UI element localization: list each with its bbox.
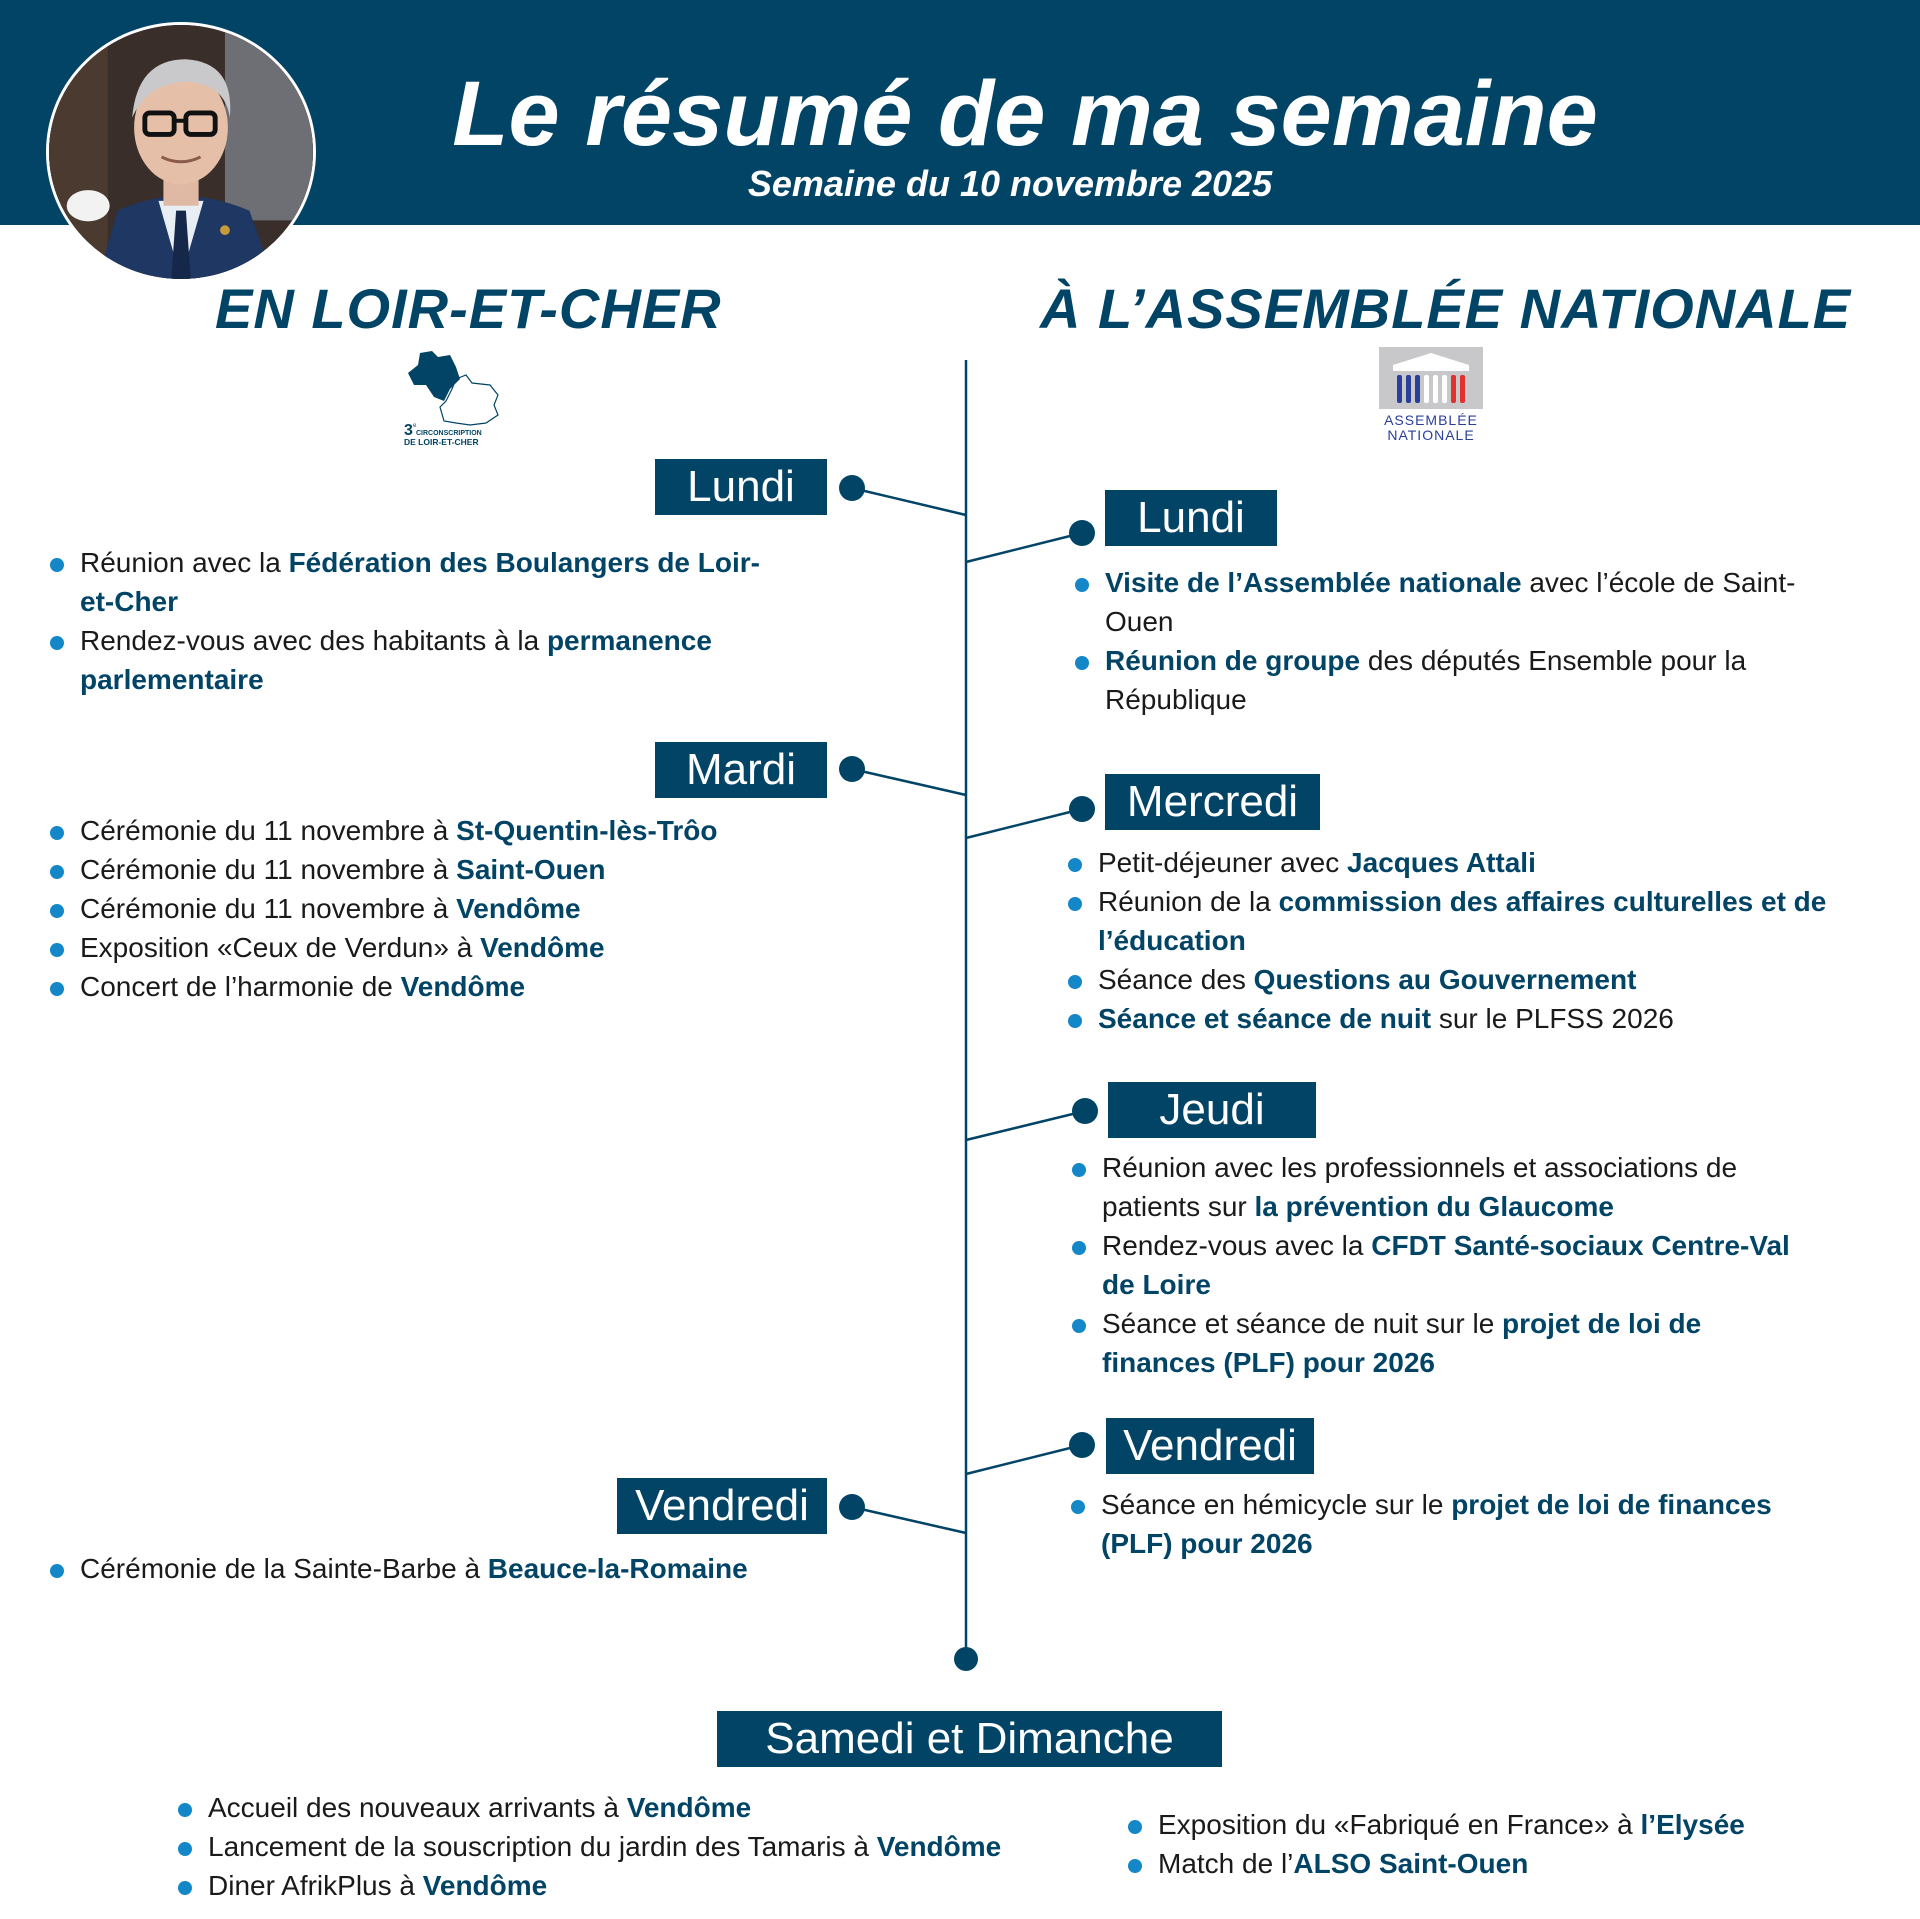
bullet-icon <box>1072 1319 1086 1333</box>
assemblee-building-icon <box>1375 345 1485 445</box>
list-right-mercredi <box>1068 843 1868 1038</box>
bullet-icon <box>50 865 64 879</box>
bullet-icon <box>1071 1500 1085 1514</box>
map-icon <box>400 345 510 455</box>
list-right-jeudi <box>1072 1148 1812 1382</box>
list-item: Lancement de la souscription du jardin des Tamaris à Vendôme <box>178 1827 1078 1866</box>
list-left-lundi <box>50 543 770 699</box>
day-label-right-mercredi: Mercredi <box>1105 774 1320 830</box>
list-item: Séance en hémicycle sur le projet de loi de finances (PLF) pour 2026 <box>1071 1485 1831 1563</box>
list-item: Petit-déjeuner avec Jacques Attali <box>1068 843 1868 882</box>
bullet-icon <box>1072 1241 1086 1255</box>
logo-line1: ASSEMBLÉE <box>1384 412 1478 428</box>
section-title-loir-et-cher: EN LOIR-ET-CHER <box>215 277 722 340</box>
svg-text:e: e <box>413 423 417 429</box>
list-item: Visite de l’Assemblée nationale avec l’école de Saint-Ouen <box>1075 563 1815 641</box>
bullet-icon <box>50 636 64 650</box>
list-item: Match de l’ALSO Saint-Ouen <box>1128 1844 1908 1883</box>
day-label-right-lundi: Lundi <box>1105 490 1277 546</box>
connector-right-mercredi <box>966 796 1095 838</box>
bullet-icon <box>50 943 64 957</box>
list-item: Concert de l’harmonie de Vendôme <box>50 967 850 1006</box>
bullet-icon <box>1128 1820 1142 1834</box>
bullet-icon <box>1068 897 1082 911</box>
list-item: Réunion avec la Fédération des Boulangers de Loir-et-Cher <box>50 543 770 621</box>
day-label-left-lundi: Lundi <box>655 459 827 515</box>
portrait-icon <box>49 25 313 279</box>
bullet-icon <box>178 1842 192 1856</box>
avatar <box>46 22 316 282</box>
circonscription-logo <box>400 345 510 455</box>
bullet-icon <box>1068 1014 1082 1028</box>
bullet-icon <box>1068 975 1082 989</box>
timeline-end-node <box>954 1647 978 1671</box>
connector-left-lundi <box>839 475 966 515</box>
connector-left-mardi <box>839 756 966 795</box>
list-item: Exposition «Ceux de Verdun» à Vendôme <box>50 928 850 967</box>
connector-left-vendredi <box>839 1494 966 1533</box>
section-title-assemblee: À L’ASSEMBLÉE NATIONALE <box>1040 277 1852 340</box>
page-subtitle: Semaine du 10 novembre 2025 <box>747 163 1273 204</box>
bullet-icon <box>1072 1163 1086 1177</box>
logo-number: 3 <box>404 422 413 439</box>
list-right-vendredi <box>1071 1485 1831 1563</box>
list-item: Accueil des nouveaux arrivants à Vendôme <box>178 1788 1078 1827</box>
connector-right-jeudi <box>966 1098 1098 1140</box>
day-label-right-vendredi: Vendredi <box>1106 1418 1314 1474</box>
bullet-icon <box>50 904 64 918</box>
bullet-icon <box>1075 656 1089 670</box>
list-item: Cérémonie de la Sainte-Barbe à Beauce-la-Romaine <box>50 1549 870 1588</box>
list-item: Rendez-vous avec la CFDT Santé-sociaux Centre-Val de Loire <box>1072 1226 1812 1304</box>
list-item: Cérémonie du 11 novembre à Saint-Ouen <box>50 850 850 889</box>
list-item: Séance et séance de nuit sur le PLFSS 2026 <box>1068 999 1868 1038</box>
list-item: Réunion de la commission des affaires culturelles et de l’éducation <box>1068 882 1868 960</box>
bullet-icon <box>1128 1859 1142 1873</box>
list-item: Cérémonie du 11 novembre à St-Quentin-lès-Trôo <box>50 811 850 850</box>
list-weekend-left <box>178 1788 1078 1905</box>
day-label-left-mardi: Mardi <box>655 742 827 798</box>
bullet-icon <box>50 982 64 996</box>
logo-line2: NATIONALE <box>1387 427 1475 443</box>
bullet-icon <box>50 826 64 840</box>
bullet-icon <box>50 558 64 572</box>
list-item: Rendez-vous avec des habitants à la permanence parlementaire <box>50 621 770 699</box>
list-weekend-right <box>1128 1805 1908 1883</box>
list-item: Diner AfrikPlus à Vendôme <box>178 1866 1078 1905</box>
connector-right-vendredi <box>966 1432 1095 1474</box>
connector-right-lundi <box>966 520 1095 562</box>
list-right-lundi <box>1075 563 1815 719</box>
list-item: Réunion de groupe des députés Ensemble pour la République <box>1075 641 1815 719</box>
bullet-icon <box>178 1803 192 1817</box>
list-item: Exposition du «Fabriqué en France» à l’Elysée <box>1128 1805 1908 1844</box>
bullet-icon <box>1075 578 1089 592</box>
day-label-right-jeudi: Jeudi <box>1108 1082 1316 1138</box>
bullet-icon <box>50 1564 64 1578</box>
list-item: Séance et séance de nuit sur le projet de loi de finances (PLF) pour 2026 <box>1072 1304 1812 1382</box>
list-item: Réunion avec les professionnels et associations de patients sur la prévention du Glaucome <box>1072 1148 1812 1226</box>
list-left-mardi <box>50 811 850 1006</box>
assemblee-nationale-logo <box>1375 345 1485 445</box>
bullet-icon <box>1068 858 1082 872</box>
logo-line1: CIRCONSCRIPTION <box>416 430 482 437</box>
page-title: Le résumé de ma semaine <box>452 63 1598 165</box>
logo-line2: DE LOIR-ET-CHER <box>404 437 479 447</box>
day-label-left-vendredi: Vendredi <box>617 1478 827 1534</box>
list-item: Séance des Questions au Gouvernement <box>1068 960 1868 999</box>
day-label-weekend: Samedi et Dimanche <box>717 1711 1222 1767</box>
list-item: Cérémonie du 11 novembre à Vendôme <box>50 889 850 928</box>
bullet-icon <box>178 1881 192 1895</box>
list-left-vendredi <box>50 1549 870 1588</box>
